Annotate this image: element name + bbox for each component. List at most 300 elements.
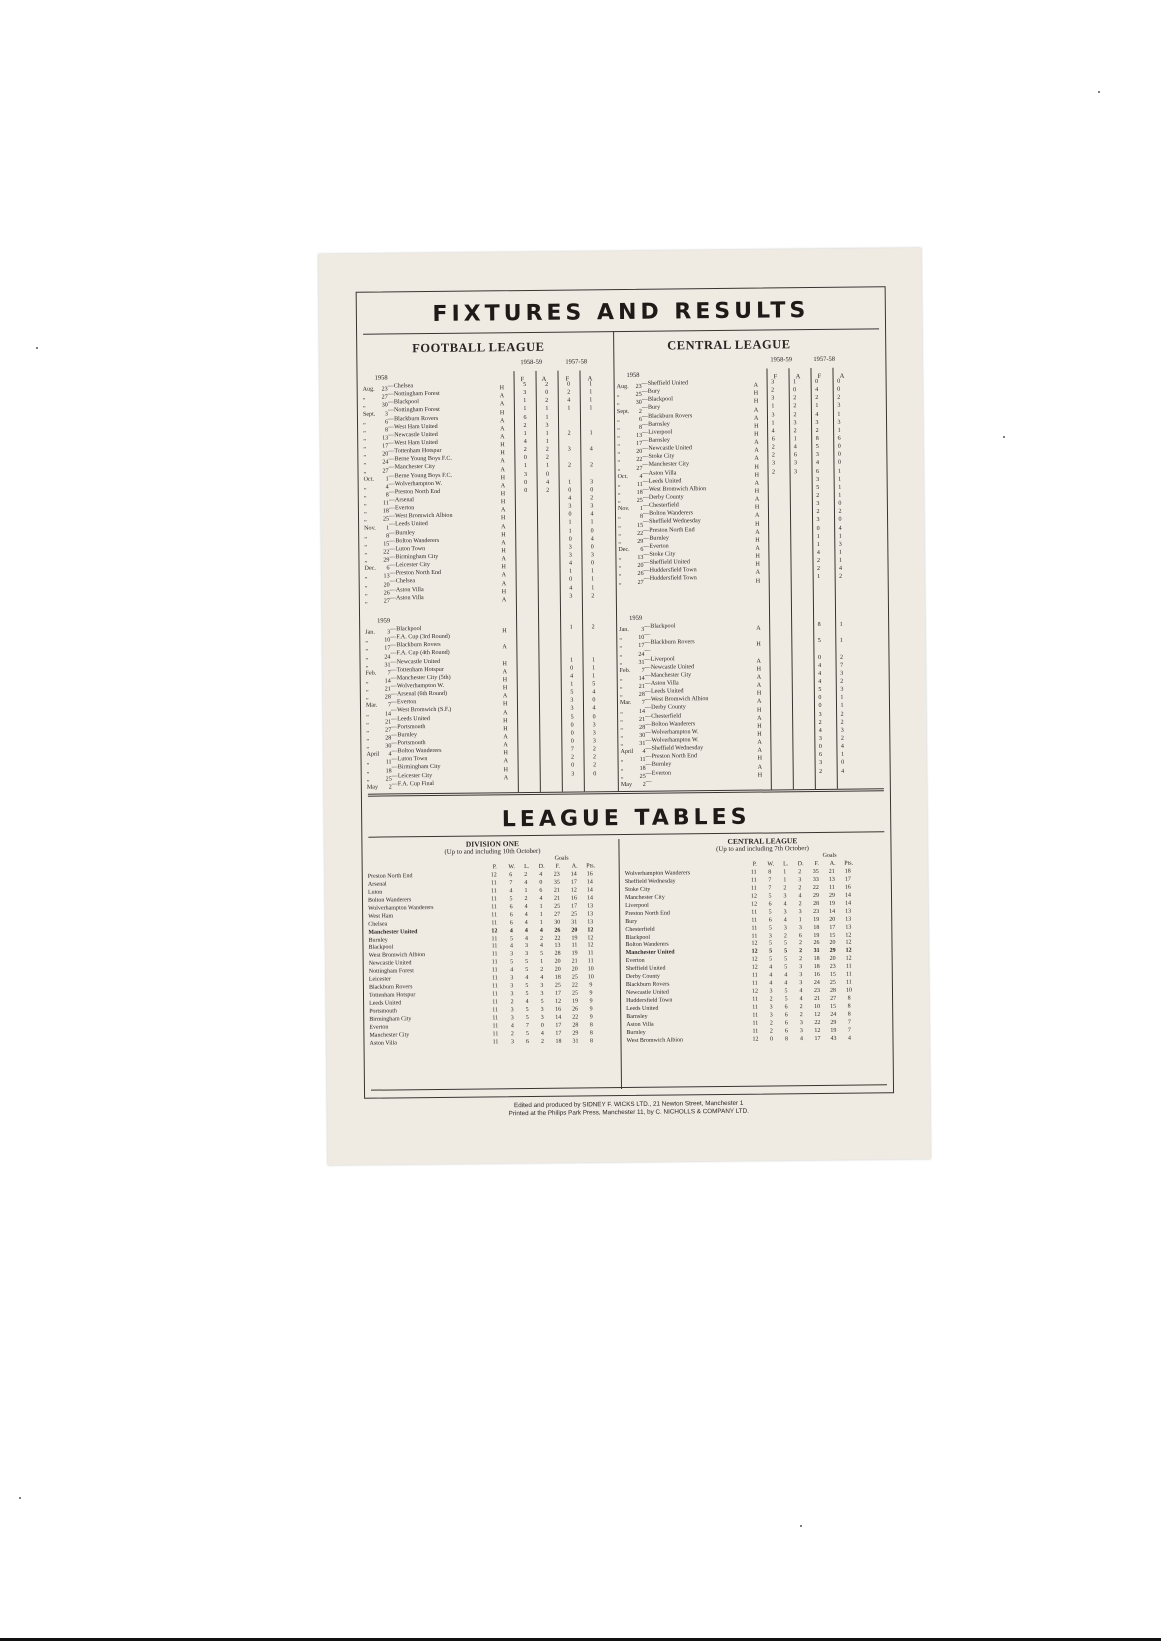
score-previous-against: 1	[591, 656, 596, 663]
fixture-day: 18	[636, 489, 643, 496]
stat-p: 11	[491, 951, 498, 958]
stat-w: 8	[768, 869, 772, 876]
team-name: Portsmouth	[369, 1008, 397, 1015]
central-fixtures-1959	[619, 620, 871, 788]
fixture-day: 3	[641, 626, 645, 633]
fixture-month: Oct.	[363, 476, 374, 483]
stat-p: 11	[492, 1007, 499, 1014]
stat-w: 5	[769, 948, 773, 955]
fixture-month: „	[617, 498, 621, 505]
stat-a: 23	[829, 964, 836, 971]
score-previous-against: 6	[837, 435, 841, 442]
score-previous-against: 1	[838, 484, 842, 491]
stat-l: 5	[784, 964, 788, 971]
fixture-day: 25	[636, 497, 643, 504]
fixture-opponent: —Preston North End	[645, 753, 698, 761]
stat-a: 19	[829, 900, 836, 907]
fixture-venue: H	[753, 399, 759, 406]
fixture-month: „	[366, 760, 370, 767]
fixture-month: „	[620, 757, 624, 764]
stat-p: 11	[752, 996, 758, 1003]
score-previous-for: 2	[818, 719, 822, 726]
stat-p: 11	[751, 917, 758, 924]
fixture-month: „	[366, 768, 370, 775]
score-previous-against: 4	[840, 743, 844, 750]
fixture-opponent: —Barnsley	[642, 421, 670, 428]
division-one-header	[412, 840, 572, 857]
programme-page	[318, 248, 931, 1165]
score-previous-for: 2	[570, 754, 575, 761]
score-previous-against: 2	[840, 678, 844, 685]
fixture-month: „	[364, 541, 368, 548]
stat-d: 3	[540, 1014, 544, 1021]
fixture-day: 30	[381, 402, 388, 409]
fixture-opponent: —Sheffield Wednesday	[645, 745, 704, 752]
fixture-venue: H	[755, 553, 760, 560]
stat-a: 17	[570, 879, 577, 886]
stat-pts: 11	[845, 971, 852, 978]
stat-w: 4	[769, 980, 773, 987]
fixture-month: „	[366, 776, 370, 783]
stat-a: 22	[572, 1014, 579, 1021]
stat-w: 7	[768, 885, 772, 892]
fixture-venue: A	[499, 417, 505, 425]
fixture-month: „	[363, 435, 366, 442]
stat-f: 16	[555, 1006, 562, 1013]
stat-l: 5	[525, 967, 529, 974]
fixture-opponent: —Everton	[643, 543, 669, 550]
page-frame	[356, 286, 894, 1099]
fixture-opponent: —Wolverhampton W.	[390, 682, 445, 690]
score-previous-for: 1	[568, 519, 572, 526]
stat-d: 4	[539, 871, 543, 878]
score-current-against: 0	[546, 471, 550, 478]
column-header: D.	[538, 863, 545, 870]
stat-f: 19	[813, 916, 820, 923]
stat-a: 20	[571, 966, 578, 973]
score-current-for: 1	[771, 403, 775, 410]
stat-a: 29	[830, 1019, 837, 1026]
stat-d: 3	[799, 964, 803, 971]
fixture-month: „	[619, 651, 623, 658]
team-name: Wolverhampton Wanderers	[624, 870, 691, 878]
fixture-venue: H	[503, 766, 509, 773]
fixture-day: 1	[639, 506, 643, 513]
tables-bottom-rule	[371, 1084, 887, 1090]
team-name: Bury	[625, 918, 638, 925]
fixture-month: „	[618, 571, 622, 578]
score-previous-against: 0	[590, 487, 594, 494]
fixture-opponent: —Aston Villa	[644, 680, 679, 687]
stat-p: 11	[750, 877, 757, 884]
fixture-opponent: —Luton Town	[389, 545, 426, 553]
fixture-day: 8	[639, 514, 644, 521]
fixture-opponent: —Manchester City	[642, 461, 690, 469]
stat-w: 6	[509, 911, 513, 918]
stat-w: 5	[510, 959, 514, 966]
stat-a: 31	[571, 919, 578, 926]
fixture-month: „	[620, 773, 624, 780]
score-current-against: 3	[793, 419, 797, 426]
column-header: Pts.	[844, 860, 854, 867]
fixture-month: „	[616, 400, 620, 407]
stat-l: 2	[524, 872, 528, 879]
central-fixtures-1958	[616, 377, 869, 586]
fixture-opponent: —Blackburn Rovers	[387, 415, 439, 423]
fixture-month: „	[363, 443, 367, 450]
stat-pts: 10	[845, 987, 853, 994]
fixture-month: „	[364, 590, 368, 597]
fixture-day: 4	[642, 749, 646, 756]
stat-w: 3	[510, 1015, 514, 1022]
stat-w: 3	[768, 932, 772, 940]
stat-l: 5	[525, 1006, 529, 1013]
stat-d: 6	[798, 932, 802, 939]
stat-pts: 8	[847, 1011, 851, 1018]
column-header: P.	[492, 864, 497, 871]
fixture-day: 29	[637, 538, 644, 545]
team-name: Chesterfield	[625, 926, 655, 933]
stat-d: 2	[799, 1012, 803, 1019]
stat-a: 21	[571, 958, 578, 965]
stat-d: 3	[798, 877, 802, 884]
score-previous-against: 0	[838, 500, 842, 507]
stat-p: 11	[491, 919, 498, 927]
fixture-venue: A	[500, 483, 506, 490]
stat-l: 4	[783, 916, 787, 923]
fixture-row	[365, 592, 615, 603]
fixture-day: 11	[382, 500, 389, 507]
stat-pts: 17	[844, 876, 851, 883]
stat-w: 3	[769, 1012, 773, 1019]
score-previous-against: 1	[837, 411, 841, 418]
stat-a: 12	[570, 887, 577, 894]
stat-pts: 12	[845, 932, 852, 939]
fixture-venue: H	[755, 537, 760, 544]
stat-f: 28	[554, 951, 561, 958]
stat-f: 12	[814, 1027, 821, 1034]
fixture-venue: H	[757, 731, 762, 738]
score-previous-for: 2	[816, 492, 820, 499]
stat-f: 21	[814, 995, 821, 1003]
score-current-for: 2	[771, 387, 775, 394]
fixture-venue: A	[500, 507, 506, 514]
stat-l: 1	[783, 869, 787, 876]
fixture-day: 6	[386, 565, 390, 572]
fixture-month: Dec.	[618, 546, 630, 554]
fixture-venue: A	[501, 597, 507, 604]
stat-w: 5	[768, 893, 772, 900]
fixture-venue: H	[502, 701, 508, 708]
stat-pts: 14	[844, 892, 852, 899]
stat-a: 19	[571, 935, 578, 942]
stat-d: 2	[539, 935, 543, 942]
stat-l: 2	[783, 885, 787, 892]
score-previous-against: 0	[590, 560, 595, 567]
fixture-day: 17	[384, 645, 391, 652]
fixture-opponent: —Chelsea	[389, 578, 416, 585]
stat-d: 3	[540, 990, 544, 997]
stat-f: 18	[813, 964, 820, 971]
fixture-opponent: —Bury	[641, 405, 661, 412]
fixture-month: Jan.	[619, 627, 629, 634]
fixture-month: „	[364, 517, 367, 524]
stat-w: 5	[768, 925, 772, 932]
stat-w: 3	[510, 951, 514, 958]
score-previous-for: 0	[816, 525, 820, 532]
score-previous-for: 3	[815, 419, 819, 426]
stat-l: 4	[784, 972, 788, 979]
fixture-venue: H	[754, 431, 759, 438]
fixture-opponent: —Everton	[388, 505, 415, 512]
score-previous-for: 4	[818, 678, 822, 685]
fixture-month: „	[363, 427, 366, 434]
stat-p: 11	[751, 980, 758, 987]
fixture-opponent: —Manchester City	[644, 672, 692, 679]
fixture-day: 3	[384, 411, 388, 418]
team-name: West Ham	[368, 913, 394, 920]
team-name: Derby County	[625, 973, 661, 981]
column-header: Pts.	[586, 863, 596, 870]
footer	[327, 1098, 930, 1120]
fixture-day: 14	[638, 675, 645, 682]
score-previous-against: 1	[838, 533, 842, 540]
fixture-opponent: —Leicester City	[389, 562, 430, 569]
fixture-day: 11	[385, 759, 392, 766]
team-name: Burnley	[368, 936, 388, 944]
stat-d: 5	[540, 951, 544, 958]
fixture-venue: A	[501, 572, 507, 579]
stat-d: 1	[798, 916, 802, 923]
score-current-for: 4	[771, 428, 775, 435]
fixture-month: „	[620, 724, 623, 731]
fixture-day: 4	[639, 473, 643, 480]
fixture-opponent: —Berne Young Boys F.C.	[388, 472, 453, 480]
fixture-day: 15	[636, 522, 644, 529]
score-previous-for: 0	[568, 487, 572, 494]
score-current-against: 0	[545, 389, 549, 396]
stat-l: 5	[784, 956, 788, 963]
stat-a: 25	[571, 990, 579, 997]
stat-d: 1	[539, 919, 543, 926]
stat-p: 11	[752, 1020, 759, 1027]
fixture-month: April	[620, 749, 634, 756]
team-name: Manchester United	[368, 928, 418, 936]
fixture-month: May	[620, 781, 633, 788]
fixture-venue: A	[503, 709, 508, 716]
stat-w: 4	[509, 888, 513, 895]
fixture-day: 10	[384, 637, 391, 644]
score-current-against: 1	[793, 436, 797, 443]
fixture-opponent: —Tottenham Hotspur	[388, 448, 442, 455]
stat-l: 6	[784, 1028, 788, 1035]
central-table-header	[662, 837, 862, 854]
score-previous-for: 2	[567, 389, 571, 396]
fixture-venue: A	[754, 439, 759, 446]
score-current-for: 2	[771, 468, 776, 475]
fixture-day: 27	[383, 598, 390, 605]
column-header: A.	[829, 860, 836, 867]
stat-d: 2	[799, 956, 803, 963]
stat-l: 4	[525, 999, 529, 1006]
dust-speck	[36, 347, 38, 349]
score-previous-for: 0	[817, 654, 822, 661]
stat-f: 29	[812, 892, 820, 899]
fixture-opponent: —West Bromwich Albion	[642, 485, 707, 493]
fixture-month: „	[618, 555, 622, 562]
fixture-month: „	[365, 694, 369, 701]
stat-l: 5	[525, 983, 529, 990]
fixture-opponent: —Leeds United	[642, 478, 682, 485]
score-previous-for: 4	[815, 387, 819, 394]
fixture-month: „	[365, 662, 369, 669]
football-fixtures-1959	[365, 623, 617, 791]
score-previous-for: 8	[817, 621, 821, 628]
fixture-opponent: —Liverpool	[642, 429, 673, 436]
stat-p: 11	[751, 972, 758, 979]
score-current-against: 1	[545, 463, 550, 470]
score-previous-for: 0	[568, 511, 572, 518]
team-name: Sheffield Wednesday	[624, 878, 676, 885]
fixture-opponent: —Newcastle United	[642, 445, 692, 452]
score-previous-for: 1	[569, 568, 573, 575]
score-current-against: 2	[793, 411, 797, 418]
fixture-opponent: —Wolverhampton W.	[388, 480, 443, 488]
score-previous-for: 5	[815, 444, 819, 451]
stat-a: 15	[830, 1003, 837, 1010]
fixture-opponent: —Sheffield United	[641, 380, 689, 387]
fixture-month: „	[619, 643, 623, 650]
fixture-day: 30	[385, 743, 392, 750]
team-name: Newcastle United	[625, 989, 669, 997]
stat-f: 14	[555, 1014, 562, 1021]
stat-p: 12	[751, 988, 759, 995]
score-previous-for: 4	[568, 495, 572, 502]
score-previous-for: 2	[567, 462, 572, 469]
score-current-against: 4	[793, 444, 797, 451]
score-previous-against: 1	[837, 427, 841, 434]
fixture-venue: A	[503, 774, 509, 781]
fixture-opponent: —Aston Villa	[389, 586, 424, 593]
team-name: Leicester	[368, 976, 391, 983]
fixture-month: „	[617, 441, 621, 448]
fixture-venue: A	[756, 674, 762, 681]
score-previous-against: 1	[839, 621, 843, 628]
score-previous-for: 3	[819, 760, 823, 767]
stat-pts: 10	[587, 966, 594, 973]
fixture-month: „	[619, 684, 623, 691]
score-previous-for: 4	[568, 560, 573, 567]
stat-w: 6	[509, 919, 513, 926]
fixture-day: 27	[637, 579, 644, 586]
stat-a: 29	[828, 892, 836, 899]
fixture-month: „	[618, 563, 622, 570]
fixture-month: „	[616, 392, 620, 399]
score-previous-for: 4	[818, 670, 822, 677]
score-previous-against: 0	[590, 544, 594, 551]
central-year-1958: 1958	[626, 371, 640, 379]
fixture-venue: H	[503, 750, 508, 757]
stat-d: 2	[799, 948, 803, 955]
score-previous-against: 0	[838, 517, 842, 524]
fixture-month: Sept.	[616, 408, 630, 415]
team-name: West Bromwich Albion	[368, 952, 426, 960]
fixture-day: 27	[381, 394, 388, 401]
score-previous-against: 0	[837, 451, 841, 459]
score-previous-against: 4	[592, 689, 596, 696]
score-previous-against: 0	[592, 697, 596, 704]
score-previous-against: 4	[839, 565, 843, 572]
stat-l: 3	[783, 909, 787, 916]
fixture-venue: A	[754, 496, 760, 503]
stat-w: 3	[769, 988, 773, 995]
fixture-venue: A	[502, 693, 508, 700]
score-previous-for: 1	[567, 405, 571, 413]
stat-l: 8	[784, 1035, 789, 1043]
fixture-day: 21	[384, 686, 391, 693]
score-current-for: 6	[523, 414, 527, 421]
score-previous-for: 0	[568, 536, 572, 543]
stat-a: 19	[571, 950, 578, 957]
fixture-day: 17	[382, 443, 389, 450]
score-previous-for: 5	[816, 484, 820, 491]
score-previous-against: 1	[589, 397, 593, 404]
score-current-against: 3	[545, 422, 549, 429]
score-previous-for: 2	[815, 427, 819, 434]
football-f-previous: F	[565, 375, 570, 383]
fixture-opponent: —Blackburn Rovers	[644, 639, 695, 647]
stat-l: 4	[524, 903, 528, 910]
stat-f: 31	[813, 948, 820, 955]
stat-pts: 14	[586, 895, 594, 902]
fixture-month: Aug.	[362, 386, 375, 393]
fixture-day: 4	[388, 751, 392, 758]
fixture-day: 14	[384, 678, 391, 685]
score-previous-for: 0	[571, 762, 575, 769]
score-previous-against: 0	[593, 770, 597, 777]
fixture-month: Nov.	[617, 506, 630, 513]
central-f-current: F	[773, 373, 778, 381]
stat-p: 11	[751, 909, 758, 916]
fixture-month: Jan.	[365, 629, 375, 636]
score-previous-against: 1	[840, 703, 844, 710]
stat-pts: 13	[587, 918, 594, 926]
fixture-venue: A	[755, 529, 760, 536]
stat-pts: 11	[587, 950, 594, 957]
stat-d: 1	[540, 959, 544, 966]
score-current-for: 0	[524, 487, 528, 494]
stat-pts: 13	[845, 908, 852, 915]
score-previous-against: 0	[837, 460, 842, 467]
stat-d: 4	[798, 892, 802, 900]
score-previous-against: 3	[838, 541, 842, 548]
score-previous-for: 5	[570, 714, 574, 721]
team-name: Chelsea	[368, 921, 388, 928]
team-name: Blackburn Rovers	[625, 981, 670, 989]
stat-w: 5	[768, 909, 772, 916]
score-previous-against: 2	[840, 719, 844, 726]
score-current-for: 1	[523, 406, 527, 413]
score-previous-for: 3	[570, 705, 574, 712]
stat-l: 4	[783, 901, 787, 908]
stat-a: 25	[571, 974, 578, 981]
score-previous-for: 1	[815, 403, 819, 410]
fixture-day: 1	[386, 525, 390, 532]
fixture-month: „	[364, 557, 368, 564]
fixture-venue: A	[500, 458, 505, 465]
score-previous-against: 4	[838, 525, 842, 532]
fixture-day: 8	[386, 533, 390, 540]
